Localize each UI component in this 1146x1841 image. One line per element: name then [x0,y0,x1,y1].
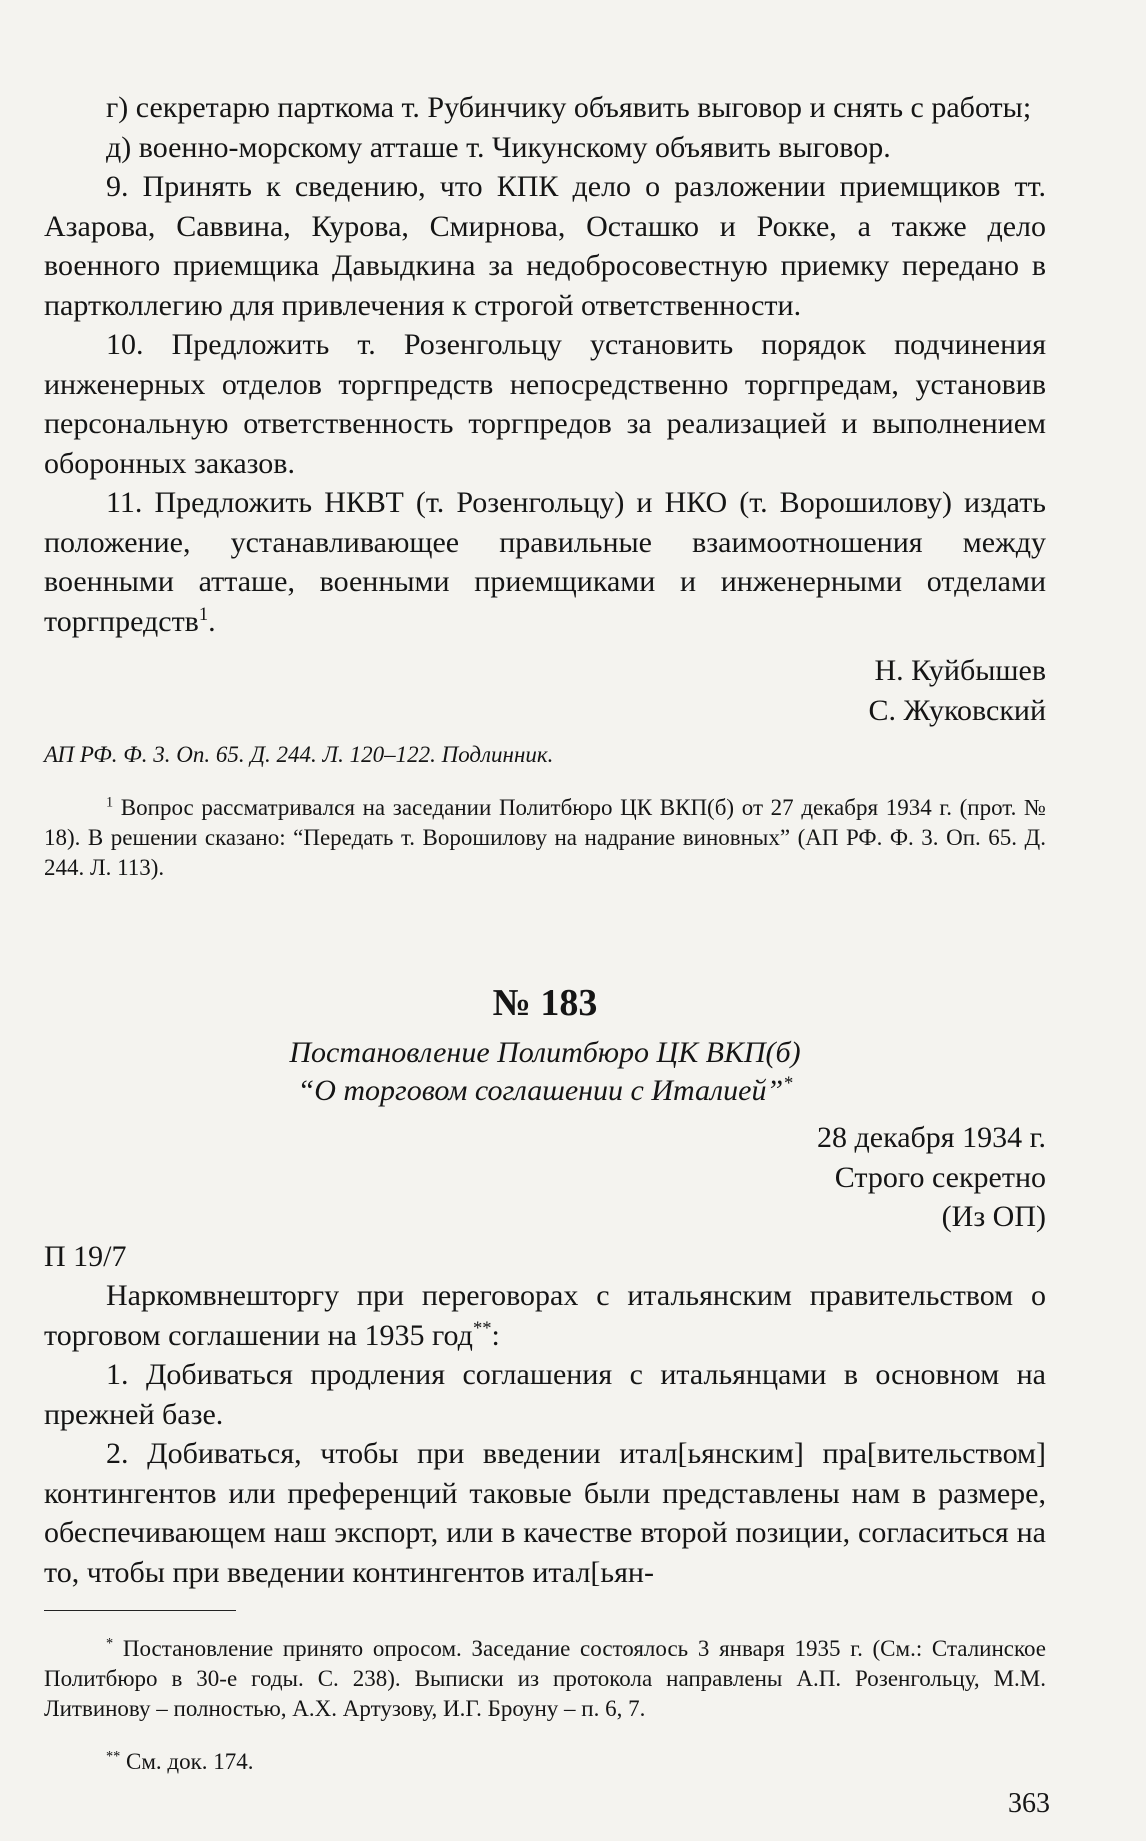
upper-section [44,88,1046,906]
body-item-2: 2. Добиваться, чтобы при введении итал[ьянским] пра[вительством] контингентов или преференций таковые были представлены нам в размере, обеспечивающем наш экспорт, или в качестве второй позиции, согласиться на то, чтобы при введении контингентов итал[ьян- [44,1437,1046,1589]
archive-source: АП РФ. Ф. 3. Оп. 65. Д. 244. Л. 120–122. Подлинник. [44,742,554,767]
footnote-2star-text: См. док. 174. [126,1749,254,1774]
document-code: П 19/7 [44,1239,127,1273]
footnote-1-mark: 1 [106,794,114,811]
body-intro-text: Наркомвнешторгу при переговорах с итальянским правительством о торговом соглашении на 1935 год [44,1279,1046,1352]
document-title-text: “О торговом соглашении с Италией” [297,1074,784,1107]
paragraph-8g: г) секретарю парткома т. Рубинчику объявить выговор и снять с работы; [106,91,1032,124]
footnote-ref-star: * [783,1073,793,1094]
document-header [44,982,1046,1800]
footnote-star-text: Постановление принято опросом. Заседание состоялось 3 января 1935 г. (См.: Сталинское Политбюро в 30-е годы. С. 238). Выписки из протокола направлены А.П. Розенгольцу, М.М. Литвинову – полностью, А.Х. Артузову, И.Г. Броуну – п. 6, 7. [44,1636,1047,1721]
footnote-ref-1: 1 [198,603,209,625]
source-note: (Из ОП) [941,1200,1046,1233]
document-title-line2 [44,1072,1046,1110]
document-number: № 183 [492,982,598,1024]
footnote-2star-mark: ** [106,1748,121,1765]
body-intro [44,1276,1046,1355]
footnote-separator [44,1610,236,1611]
document-title-line1: Постановление Политбюро ЦК ВКП(б) [289,1036,801,1069]
paragraph-10: 10. Предложить т. Розенгольцу установить порядок подчинения инженерных отделов торгпредств непосредственно торгпредам, установив персональную ответственность торгпредов за реализацией и выполнением оборонных заказов. [44,328,1046,480]
paragraph-11 [44,483,1046,641]
paragraph-11-text: 11. Предложить НКВТ (т. Розенгольцу) и НКО (т. Ворошилову) издать положение, устанавливающее правильные взаимоотношения между военными атташе, военными приемщиками и инженерными отделами торгпредств [44,486,1046,638]
paragraph-11-end: . [208,604,216,638]
footnote-star-mark: * [106,1635,114,1652]
secrecy-stamp: Строго секретно [834,1160,1046,1194]
paragraph-9: 9. Принять к сведению, что КПК дело о разложении приемщиков тт. Азарова, Саввина, Курова, Смирнова, Осташко и Рокке, а также дело военного приемщика Давыдкина за недобросовестную приемку передано в партколлегию для привлечения к строгой ответственности. [44,170,1046,322]
paragraph-8d: д) военно-морскому атташе т. Чикунскому объявить выговор. [106,130,891,164]
footnote-star [44,1634,1046,1724]
signature-zhukovsky: С. Жуковский [868,693,1046,727]
footnote-ref-2star: ** [472,1317,492,1339]
footnote-1 [44,793,1046,883]
footnote-2star [44,1747,1046,1777]
body-intro-end: : [491,1318,500,1352]
page-number: 363 [1008,1788,1050,1819]
signature-kuibyshev: Н. Куйбышев [874,654,1046,687]
body-item-1: 1. Добиваться продления соглашения с итальянцами в основном на прежней базе. [44,1358,1046,1431]
footnote-1-text: Вопрос рассматривался на заседании Политбюро ЦК ВКП(б) от 27 декабря 1934 г. (прот. № 18). В решении сказано: “Передать т. Ворошилову на надрание виновных” (АП РФ. Ф. 3. Оп. 65. Д. 244. Л. 113). [44,795,1046,880]
document-date: 28 декабря 1934 г. [817,1121,1046,1154]
